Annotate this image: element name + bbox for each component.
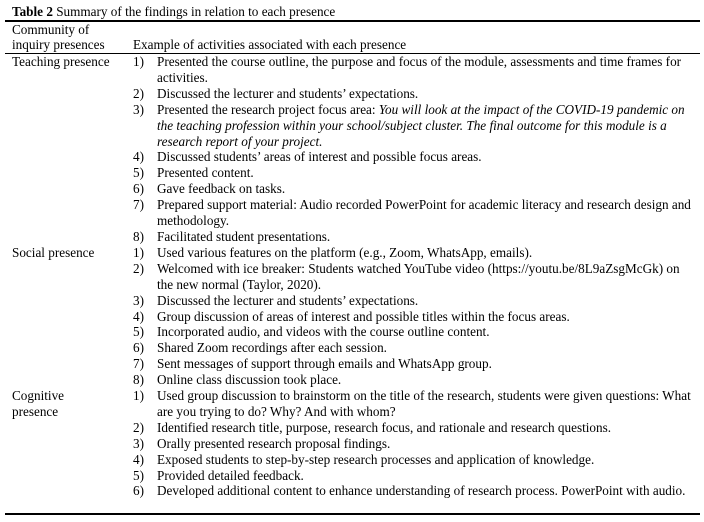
table-row (0, 54, 704, 245)
table-caption (12, 4, 335, 20)
table-caption-text: Summary of the findings in relation to each presence (52, 4, 336, 19)
col2-header: Example of activities associated with each presence (133, 37, 407, 52)
item-number: 2) (133, 419, 144, 435)
item-number: 4) (133, 451, 144, 467)
list-item (133, 293, 693, 309)
item-text: Incorporated audio, and videos with the course outline content. (157, 324, 490, 340)
item-text: Presented the course outline, the purpose and focus of the module, assessments and time frames for activities. (157, 54, 682, 85)
item-number: 6) (133, 340, 144, 356)
item-text-wrap (157, 86, 693, 102)
item-text: Shared Zoom recordings after each session. (157, 340, 387, 356)
item-number: 5) (133, 467, 144, 483)
item-text: Presented the research project focus area: (157, 101, 379, 117)
item-text: Online class discussion took place. (157, 372, 342, 388)
item-text: Provided detailed feedback. (157, 467, 304, 483)
item-text-wrap (157, 420, 693, 436)
presence-label: Social presence (12, 244, 95, 260)
item-number: 7) (133, 197, 144, 213)
item-number: 2) (133, 85, 144, 101)
list-item (133, 165, 693, 181)
item-text: Used group discussion to brainstorm on the title of the research, students were given questions: What are you trying to do? Why? And with whom? (157, 388, 691, 419)
activity-list (133, 54, 693, 245)
list-item (133, 340, 693, 356)
item-text-wrap (157, 309, 693, 325)
item-number: 5) (133, 165, 144, 181)
item-text-wrap (157, 197, 693, 229)
item-text-wrap (157, 452, 693, 468)
item-text-wrap (157, 245, 693, 261)
item-number: 3) (133, 292, 144, 308)
item-text-wrap (157, 229, 693, 245)
presence-label: Teaching presence (12, 54, 110, 69)
item-text-wrap (157, 181, 693, 197)
item-number: 3) (133, 101, 144, 117)
item-number: 6) (133, 483, 144, 499)
list-item (133, 86, 693, 102)
item-text: Group discussion of areas of interest and possible titles within the focus areas. (157, 308, 570, 324)
list-item (133, 452, 693, 468)
list-item (133, 420, 693, 436)
item-text-wrap (157, 436, 693, 452)
item-text-wrap (157, 388, 693, 420)
list-item (133, 483, 693, 499)
list-item (133, 468, 693, 484)
item-number: 6) (133, 181, 144, 197)
item-text: Used various features on the platform (e.g., Zoom, WhatsApp, emails). (157, 244, 533, 260)
item-text: Orally presented research proposal findings. (157, 435, 391, 451)
item-number: 1) (133, 244, 144, 260)
presence-label: Cognitive presence (12, 388, 65, 419)
item-number: 4) (133, 308, 144, 324)
item-text: Presented content. (157, 165, 254, 181)
item-text-wrap (157, 356, 693, 372)
item-text-wrap (157, 261, 693, 293)
item-text-wrap (157, 468, 693, 484)
item-text-wrap (157, 54, 693, 86)
item-number: 2) (133, 260, 144, 276)
list-item (133, 229, 693, 245)
item-text-wrap (157, 324, 693, 340)
activity-list (133, 245, 693, 388)
table-row (0, 245, 704, 388)
list-item (133, 102, 693, 150)
list-item (133, 54, 693, 86)
item-text-wrap (157, 483, 693, 499)
item-text: Discussed the lecturer and students’ expectations. (157, 85, 419, 101)
item-text: Developed additional content to enhance understanding of research process. PowerPoint with audio. (157, 483, 686, 499)
item-text: Welcomed with ice breaker: Students watched YouTube video (https://youtu.be/8L9aZsgMcGk) on the new normal (Taylor, 2020). (157, 260, 680, 292)
bottom-rule (5, 513, 700, 515)
item-number: 4) (133, 149, 144, 165)
table-row (0, 388, 704, 499)
item-text-italic: You will look at the impact of the COVID-19 pandemic on the teaching profession within your school/subject cluster. The final outcome for this module is a research report of your project. (157, 101, 685, 149)
item-text-wrap (157, 165, 693, 181)
list-item (133, 388, 693, 420)
item-text-wrap (157, 293, 693, 309)
item-text: Gave feedback on tasks. (157, 181, 286, 197)
list-item (133, 356, 693, 372)
item-text: Prepared support material: Audio recorded PowerPoint for academic literacy and research design and methodology. (157, 197, 691, 229)
item-text: Identified research title, purpose, research focus, and rationale and research questions. (157, 419, 612, 435)
item-number: 8) (133, 228, 144, 244)
item-number: 7) (133, 356, 144, 372)
item-text-wrap (157, 149, 693, 165)
item-text: Exposed students to step-by-step research processes and application of knowledge. (157, 451, 595, 467)
item-text: Facilitated student presentations. (157, 228, 331, 244)
activity-list (133, 388, 693, 499)
item-number: 1) (133, 388, 144, 404)
item-number: 5) (133, 324, 144, 340)
list-item (133, 181, 693, 197)
item-text: Discussed the lecturer and students’ expectations. (157, 292, 419, 308)
item-text-wrap (157, 372, 693, 388)
list-item (133, 261, 693, 293)
col1-header-line2: inquiry presences (12, 37, 105, 52)
list-item (133, 324, 693, 340)
list-item (133, 197, 693, 229)
item-text: Discussed students’ areas of interest and possible focus areas. (157, 149, 482, 165)
list-item (133, 149, 693, 165)
list-item (133, 309, 693, 325)
list-item (133, 436, 693, 452)
table-label: Table 2 (12, 4, 53, 19)
top-rule (5, 20, 700, 22)
item-number: 8) (133, 372, 144, 388)
item-number: 1) (133, 54, 144, 69)
item-number: 3) (133, 435, 144, 451)
item-text-wrap (157, 340, 693, 356)
list-item (133, 245, 693, 261)
list-item (133, 372, 693, 388)
item-text-wrap (157, 102, 693, 150)
item-text: Sent messages of support through emails and WhatsApp group. (157, 356, 492, 372)
col1-header-line1: Community of (12, 22, 90, 37)
table-body (0, 54, 704, 499)
